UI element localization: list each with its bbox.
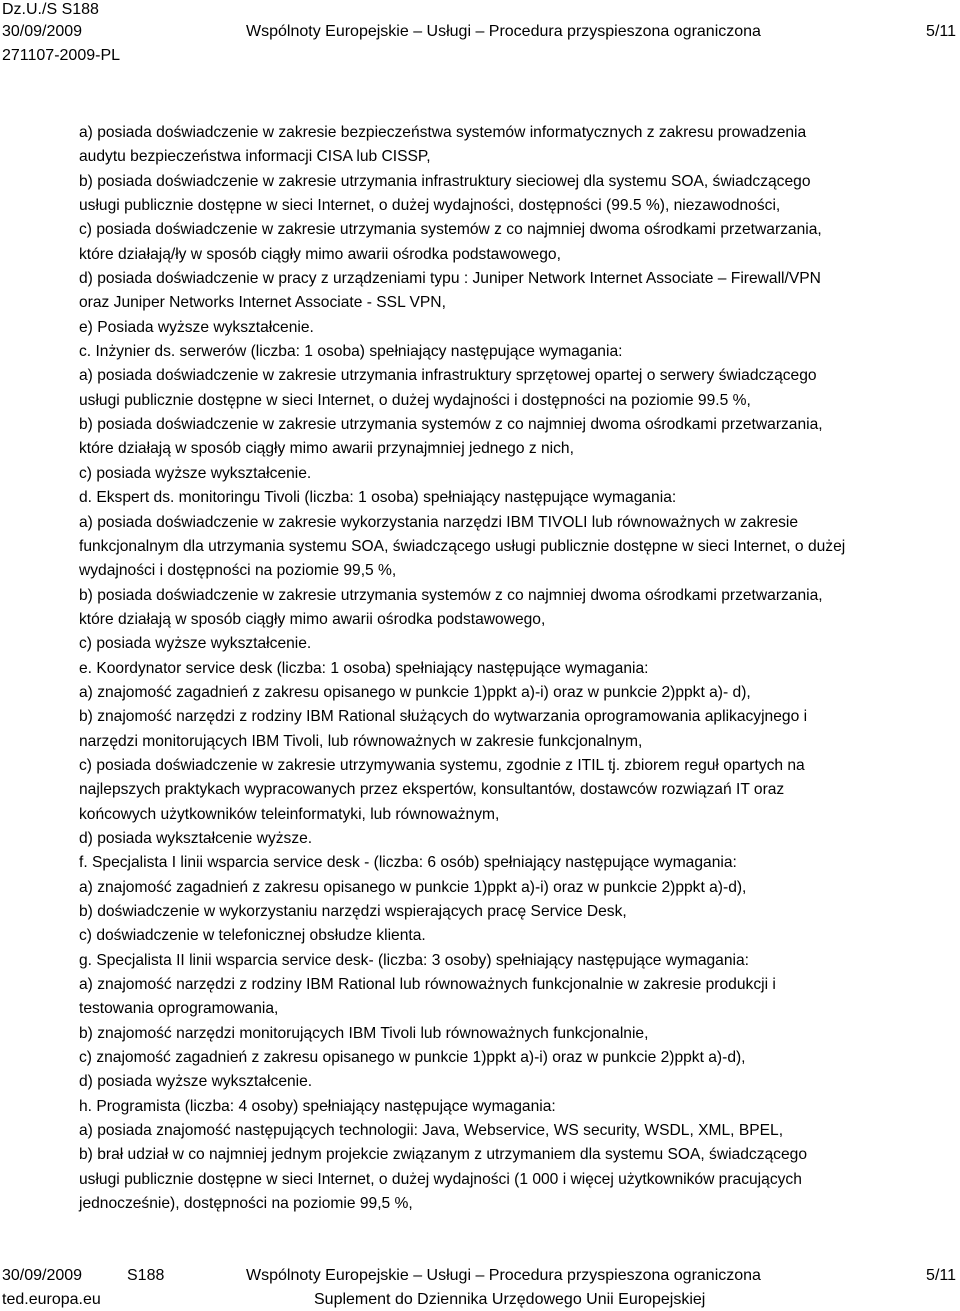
body-line: d) posiada wyższe wykształcenie. <box>79 1073 313 1091</box>
body-line: a) znajomość narzędzi z rodziny IBM Rational lub równoważnych funkcjonalnie w zakresie produkcji i <box>79 976 776 994</box>
body-line: oraz Juniper Networks Internet Associate - SSL VPN, <box>79 294 446 312</box>
body-line: a) znajomość zagadnień z zakresu opisanego w punkcie 1)ppkt a)-i) oraz w punkcie 2)ppkt a)-d), <box>79 878 747 896</box>
body-line: a) posiada doświadczenie w zakresie utrzymania infrastruktury sprzętowej opartej o serwery świadczącego <box>79 367 817 385</box>
document-body <box>79 121 959 1216</box>
body-line: d. Ekspert ds. monitoringu Tivoli (liczba: 1 osoba) spełniający następujące wymagania: <box>79 489 677 507</box>
body-line: f. Specjalista I linii wsparcia service desk - (liczba: 6 osób) spełniający następujące wymagania: <box>79 854 737 872</box>
body-line: narzędzi monitorujących IBM Tivoli, lub równoważnych w zakresie funkcjonalnym, <box>79 732 643 750</box>
body-line: c. Inżynier ds. serwerów (liczba: 1 osoba) spełniający następujące wymagania: <box>79 343 623 361</box>
body-line: najlepszych praktykach wypracowanych przez ekspertów, konsultantów, dostawców rozwiązań IT oraz <box>79 781 785 799</box>
body-line: c) posiada doświadczenie w zakresie utrzymywania systemu, zgodnie z ITIL tj. zbiorem reguł opartych na <box>79 756 805 774</box>
body-line: b) posiada doświadczenie w zakresie utrzymania infrastruktury sieciowej dla systemu SOA, świadczącego <box>79 172 811 190</box>
page-footer <box>0 1264 960 1311</box>
body-line: b) znajomość narzędzi monitorujących IBM Tivoli lub równoważnych funkcjonalnie, <box>79 1024 649 1042</box>
body-line: które działają/ły w sposób ciągły mimo awarii ośrodka podstawowego, <box>79 245 561 263</box>
body-line: wydajności i dostępności na poziomie 99,5 %, <box>79 562 397 580</box>
body-line: testowania oprogramowania, <box>79 1000 279 1018</box>
body-line: funkcjonalnym dla utrzymania systemu SOA, świadczącego usługi publicznie dostępne w sieci Internet, o dużej <box>79 537 846 555</box>
body-line: b) posiada doświadczenie w zakresie utrzymania systemów z co najmniej dwoma ośrodkami przetwarzania, <box>79 416 823 434</box>
body-line: usługi publicznie dostępne w sieci Internet, o dużej wydajności (1 000 i więcej użytkowników pracujących <box>79 1170 802 1188</box>
body-line: usługi publicznie dostępne w sieci Internet, o dużej wydajności, dostępności (99.5 %), niezawodności, <box>79 197 781 215</box>
body-line: d) posiada doświadczenie w pracy z urządzeniami typu : Juniper Network Internet Associate – Firewall/VPN <box>79 270 821 288</box>
body-line: e. Koordynator service desk (liczba: 1 osoba) spełniający następujące wymagania: <box>79 659 649 677</box>
body-line: b) znajomość narzędzi z rodziny IBM Rational służących do wytwarzania oprogramowania aplikacyjnego i <box>79 708 808 726</box>
footer-code: S188 <box>127 1267 165 1284</box>
body-line: b) brał udział w co najmniej jednym projekcie związanym z utrzymaniem dla systemu SOA, świadczącego <box>79 1146 807 1164</box>
header-page-number: 5/11 <box>926 23 956 40</box>
body-line: które działają w sposób ciągły mimo awarii przynajmniej jednego z nich, <box>79 440 574 458</box>
body-line: które działają w sposób ciągły mimo awarii ośrodka podstawowego, <box>79 610 546 628</box>
journal-reference: Dz.U./S S188 <box>2 1 99 18</box>
body-line: c) posiada wyższe wykształcenie. <box>79 464 312 482</box>
body-line: a) posiada znajomość następujących technologii: Java, Webservice, WS security, WSDL, XML, BPEL, <box>79 1122 784 1140</box>
footer-title: Wspólnoty Europejskie – Usługi – Procedura przyspieszona ograniczona <box>246 1267 761 1284</box>
page-header <box>0 0 960 70</box>
body-line: b) posiada doświadczenie w zakresie utrzymania systemów z co najmniej dwoma ośrodkami przetwarzania, <box>79 586 823 604</box>
body-line: c) doświadczenie w telefonicznej obsłudze klienta. <box>79 927 426 945</box>
body-line: c) znajomość zagadnień z zakresu opisanego w punkcie 1)ppkt a)-i) oraz w punkcie 2)ppkt a)-d), <box>79 1049 746 1067</box>
body-line: jednocześnie), dostępności na poziomie 99,5 %, <box>79 1195 413 1213</box>
footer-date: 30/09/2009 <box>2 1267 83 1284</box>
footer-page-number: 5/11 <box>926 1267 956 1284</box>
body-line: a) posiada doświadczenie w zakresie wykorzystania narzędzi IBM TIVOLI lub równoważnych w zakresie <box>79 513 799 531</box>
body-line: a) posiada doświadczenie w zakresie bezpieczeństwa systemów informatycznych z zakresu prowadzenia <box>79 124 807 141</box>
header-title: Wspólnoty Europejskie – Usługi – Procedura przyspieszona ograniczona <box>246 23 761 40</box>
body-line: c) posiada wyższe wykształcenie. <box>79 635 312 653</box>
body-line: d) posiada wykształcenie wyższe. <box>79 829 313 847</box>
body-line: a) znajomość zagadnień z zakresu opisanego w punkcie 1)ppkt a)-i) oraz w punkcie 2)ppkt a)- d), <box>79 683 751 701</box>
body-line: usługi publicznie dostępne w sieci Internet, o dużej wydajności i dostępności na poziomie 99.5 %, <box>79 391 751 409</box>
body-line: e) Posiada wyższe wykształcenie. <box>79 318 314 336</box>
body-line: końcowych użytkowników teleinformatyki, lub równoważnym, <box>79 805 500 823</box>
body-line: c) posiada doświadczenie w zakresie utrzymania systemów z co najmniej dwoma ośrodkami przetwarzania, <box>79 221 822 239</box>
body-line: audytu bezpieczeństwa informacji CISA lub CISSP, <box>79 148 431 166</box>
notice-id: 271107-2009-PL <box>2 47 121 64</box>
footer-site: ted.europa.eu <box>2 1291 101 1308</box>
body-line: g. Specjalista II linii wsparcia service desk- (liczba: 3 osoby) spełniający następujące wymagania: <box>79 951 749 969</box>
body-line: h. Programista (liczba: 4 osoby) spełniający następujące wymagania: <box>79 1097 556 1115</box>
footer-supplement: Suplement do Dziennika Urzędowego Unii Europejskiej <box>314 1291 706 1308</box>
header-date: 30/09/2009 <box>2 23 83 40</box>
body-line: b) doświadczenie w wykorzystaniu narzędzi wspierających pracę Service Desk, <box>79 903 627 920</box>
